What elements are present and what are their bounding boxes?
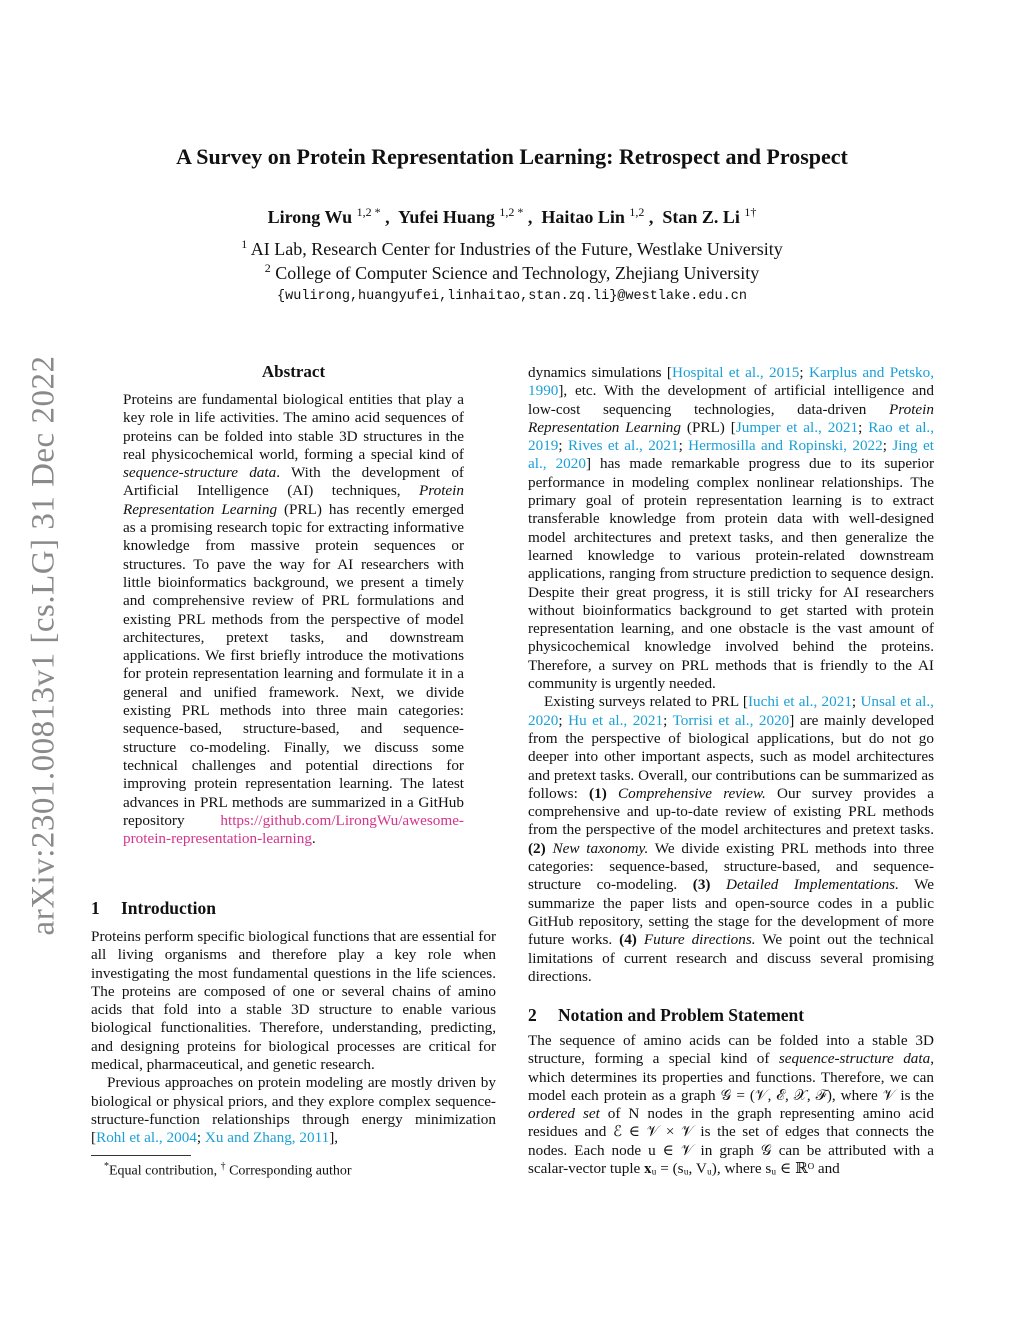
citation-link[interactable]: Rohl et al., 2004 — [96, 1129, 197, 1147]
affiliation-sup: 1 — [241, 237, 248, 251]
section-number: 1 — [91, 898, 100, 918]
author-name: Stan Z. Li — [662, 207, 740, 227]
citation-link[interactable]: Xu and Zhang, 2011 — [204, 1129, 330, 1147]
paragraph-text: We point out the technical limitations of current research and discuss several promising directions. — [528, 931, 935, 985]
affiliation-text: College of Computer Science and Technology, Zhejiang University — [275, 263, 760, 283]
paragraph-text: ; — [882, 437, 893, 455]
abstract-heading: Abstract — [261, 362, 326, 381]
paragraph-text: (PRL) [ — [680, 418, 736, 436]
paragraph-text: ; — [663, 711, 673, 729]
paragraph-emphasis: Protein Representation Learning — [528, 400, 934, 436]
abstract-body — [123, 391, 464, 848]
contribution-number: (3) — [692, 876, 711, 894]
arxiv-id: arXiv:2301.00813v1 [cs.LG] 31 Dec 2022 — [25, 355, 62, 935]
paragraph — [528, 693, 934, 986]
footnote-mark: * — [104, 1161, 109, 1172]
paragraph-text: ; — [678, 437, 689, 455]
author-list: Lirong Wu $^{1,2 *}$ , Yufei Huang $^{1,2 *}$ , Haitao Lin $^{1,2}$ , Stan Z. Li $^{1\dagger}$ — [267, 205, 757, 227]
paragraph-text: ; — [196, 1129, 205, 1147]
contribution-number: (4) — [619, 931, 637, 949]
abstract-emphasis: Protein Representation Learning — [123, 482, 464, 518]
arxiv-sidebar — [14, 350, 74, 940]
section-title: Notation and Problem Statement — [558, 1005, 805, 1025]
affiliation-text: AI Lab, Research Center for Industries of the Future, Westlake University — [250, 239, 783, 259]
paragraph-text: Existing surveys related to PRL [ — [544, 693, 748, 711]
citation-link[interactable]: Hermosilla and Ropinski, 2022 — [688, 437, 883, 455]
paragraph-text: ], — [329, 1129, 339, 1147]
paragraph-text: ; — [558, 711, 569, 729]
citation-link[interactable]: Hospital et al., 2015 — [672, 364, 800, 381]
paper-title: A Survey on Protein Representation Learning: Retrospect and Prospect — [176, 144, 848, 169]
contribution-title: Detailed Implementations. — [710, 876, 899, 894]
citation-link[interactable]: Jing et al., 2020 — [528, 437, 934, 473]
abstract-text: . With the development of Artificial Intelligence (AI) techniques, — [123, 464, 464, 500]
citation-link[interactable]: Torrisi et al., 2020 — [672, 711, 790, 729]
affiliation-1 — [0, 237, 1024, 260]
author-name: Yufei Huang — [397, 207, 495, 227]
affiliation-sup: 2 — [264, 261, 271, 275]
author-name: Haitao Lin — [541, 207, 625, 227]
paragraph-text: ] are mainly developed from the perspective of biological applications, but do not go deeper into other important aspects, such as model architectures and pretext tasks. Overall, our contributions can be summarized as follows: — [528, 711, 934, 802]
paragraph-text: ], etc. With the development of artificial intelligence and low-cost sequencing technologies, data-driven — [528, 382, 934, 418]
paragraph — [528, 364, 934, 693]
footnote-text: Corresponding author — [225, 1163, 352, 1179]
abstract-text: . — [311, 830, 316, 848]
author-sup: 1,2 * — [356, 205, 381, 219]
section-1-heading — [91, 898, 216, 919]
footnote — [104, 1161, 352, 1180]
footnote-mark: † — [220, 1161, 226, 1172]
paragraph-text: ; — [558, 437, 568, 455]
paragraph-emphasis: sequence-structure data — [778, 1050, 931, 1068]
contribution-number: (2) — [528, 839, 546, 857]
citation-link[interactable]: Rives et al., 2021 — [567, 437, 679, 455]
section-2-body — [528, 1032, 934, 1178]
section-1-body — [91, 928, 496, 1148]
section-2-heading — [528, 1005, 804, 1026]
paragraph-emphasis: ordered set — [528, 1105, 600, 1123]
contribution-title: New taxonomy. — [545, 839, 649, 857]
paragraph-text: We summarize the paper lists and open-source codes in a public GitHub repository, setting the stage for the development of more future works. — [528, 876, 934, 949]
citation-link[interactable]: Karplus and Petsko, 1990 — [528, 364, 934, 400]
affiliation-2 — [0, 261, 1024, 284]
author-sup: 1,2 * — [499, 205, 524, 219]
abstract-text: Proteins are fundamental biological entities that play a key role in life activities. The amino acid sequences of proteins can be folded into stable 3D structures in the real physicochemical world, forming a special kind of — [123, 391, 464, 463]
paragraph-text: The sequence of amino acids can be folded into a stable 3D structure, forming a special kind of — [528, 1032, 934, 1068]
paragraph-text: ; — [799, 364, 809, 381]
citation-link[interactable]: Rao et al., 2019 — [528, 418, 935, 455]
footnote-rule — [91, 1155, 191, 1156]
citation-link[interactable]: Iuchi et al., 2021 — [747, 693, 852, 711]
paragraph-text: We divide existing PRL methods into three categories: sequence-based, structure-based, and sequence-structure co-modeling. — [528, 839, 934, 894]
footnote-text: Equal contribution, — [109, 1163, 221, 1179]
author-name: Lirong Wu — [267, 207, 353, 227]
paragraph-text: Previous approaches on protein modeling are mostly driven by biological or physical priors, and they explore complex sequence-structure-function relationships through energy minimization [ — [91, 1074, 496, 1147]
paragraph-text: , which determines its properties and functions. Therefore, we can model each protein as a graph 𝒢 = (𝒱, ℰ, 𝒳, ℱ), where 𝒱 is the — [528, 1050, 934, 1104]
citation-link[interactable]: Hu et al., 2021 — [568, 711, 664, 729]
contribution-number: (1) — [589, 784, 607, 802]
author-emails: {wulirong,huangyufei,linhaitao,stan.zq.li}@westlake.edu.cn — [277, 289, 747, 304]
paragraph-text: Our survey provides a comprehensive and up-to-date review of existing PRL methods from the perspective of the model architectures and pretext tasks. — [528, 784, 934, 839]
paragraph-text: dynamics simulations [ — [528, 364, 672, 381]
paragraph-text: ; — [858, 418, 869, 436]
github-link[interactable]: https://github.com/LirongWu/awesome-protein-representation-learning — [123, 811, 464, 848]
abstract-emphasis: sequence-structure data — [123, 464, 277, 482]
citation-link[interactable]: Jumper et al., 2021 — [735, 418, 859, 436]
contribution-title: Future directions. — [636, 931, 756, 949]
paragraph-text: ; — [851, 693, 861, 711]
section-title: Introduction — [121, 898, 216, 918]
abstract-text: (PRL) has recently emerged as a promising research topic for extracting informative knowledge from massive protein sequences or structures. To pave the way for AI researchers with little bioinformatics background, we present a timely and comprehensive review of PRL formulations and existing PRL methods from the perspective of model architectures, pretext tasks, and downstream applications. We first briefly introduce the motivations for protein representation learning and formulate it in a general and unified framework. Next, we divide existing PRL methods into three main categories: sequence-based, structure-based, and sequence-structure co-modeling. Finally, we discuss some technical challenges and potential directions for improving protein representation learning. The latest advances in PRL methods are summarized in a GitHub repository — [123, 500, 464, 829]
paragraph — [528, 1032, 934, 1178]
contribution-title: Comprehensive review. — [606, 784, 766, 802]
paragraph — [91, 1074, 496, 1147]
section-number: 2 — [528, 1005, 537, 1025]
citation-link[interactable]: Unsal et al., 2020 — [528, 693, 934, 729]
paragraph-text: ] has made remarkable progress due to its superior performance in modeling complex nonlinear relationships. The primary goal of protein representation learning is to extract transferable knowledge from protein data with well-designed model architectures and pretext tasks, and then generalize the learned knowledge to various protein-related downstream applications, ranging from structure prediction to sequence design. Despite their great progress, it is still tricky for AI researchers without bioinformatics background to get started with protein representation learning, and one obstacle is the vast amount of physicochemical knowledge involved behind the proteins. Therefore, a survey on PRL methods that is friendly to the AI community is urgently needed. — [528, 455, 934, 693]
paragraph-text: of N nodes in the graph representing amino acid residues and ℰ ∈ 𝒱 × 𝒱 is the set of edges that connects the nodes. Each node u ∈ 𝒱 in graph 𝒢 can be attributed with a scalar-vector tuple 𝐱ᵤ = (sᵤ, Vᵤ), where sᵤ ∈ ℝᴼ and — [528, 1105, 934, 1178]
right-column-intro — [528, 364, 934, 986]
author-sup: 1† — [744, 205, 757, 219]
paragraph: Proteins perform specific biological functions that are essential for all living organisms and therefore play a key role when investigating the most fundamental questions in the life sciences. The proteins are composed of one or several chains of amino acids that fold into a stable 3D structure to enable various biological functionalities. Therefore, understanding, predicting, and designing proteins for biological processes are critical for medical, pharmaceutical, and genetic research. — [91, 928, 496, 1074]
author-sup: 1,2 — [629, 205, 645, 219]
